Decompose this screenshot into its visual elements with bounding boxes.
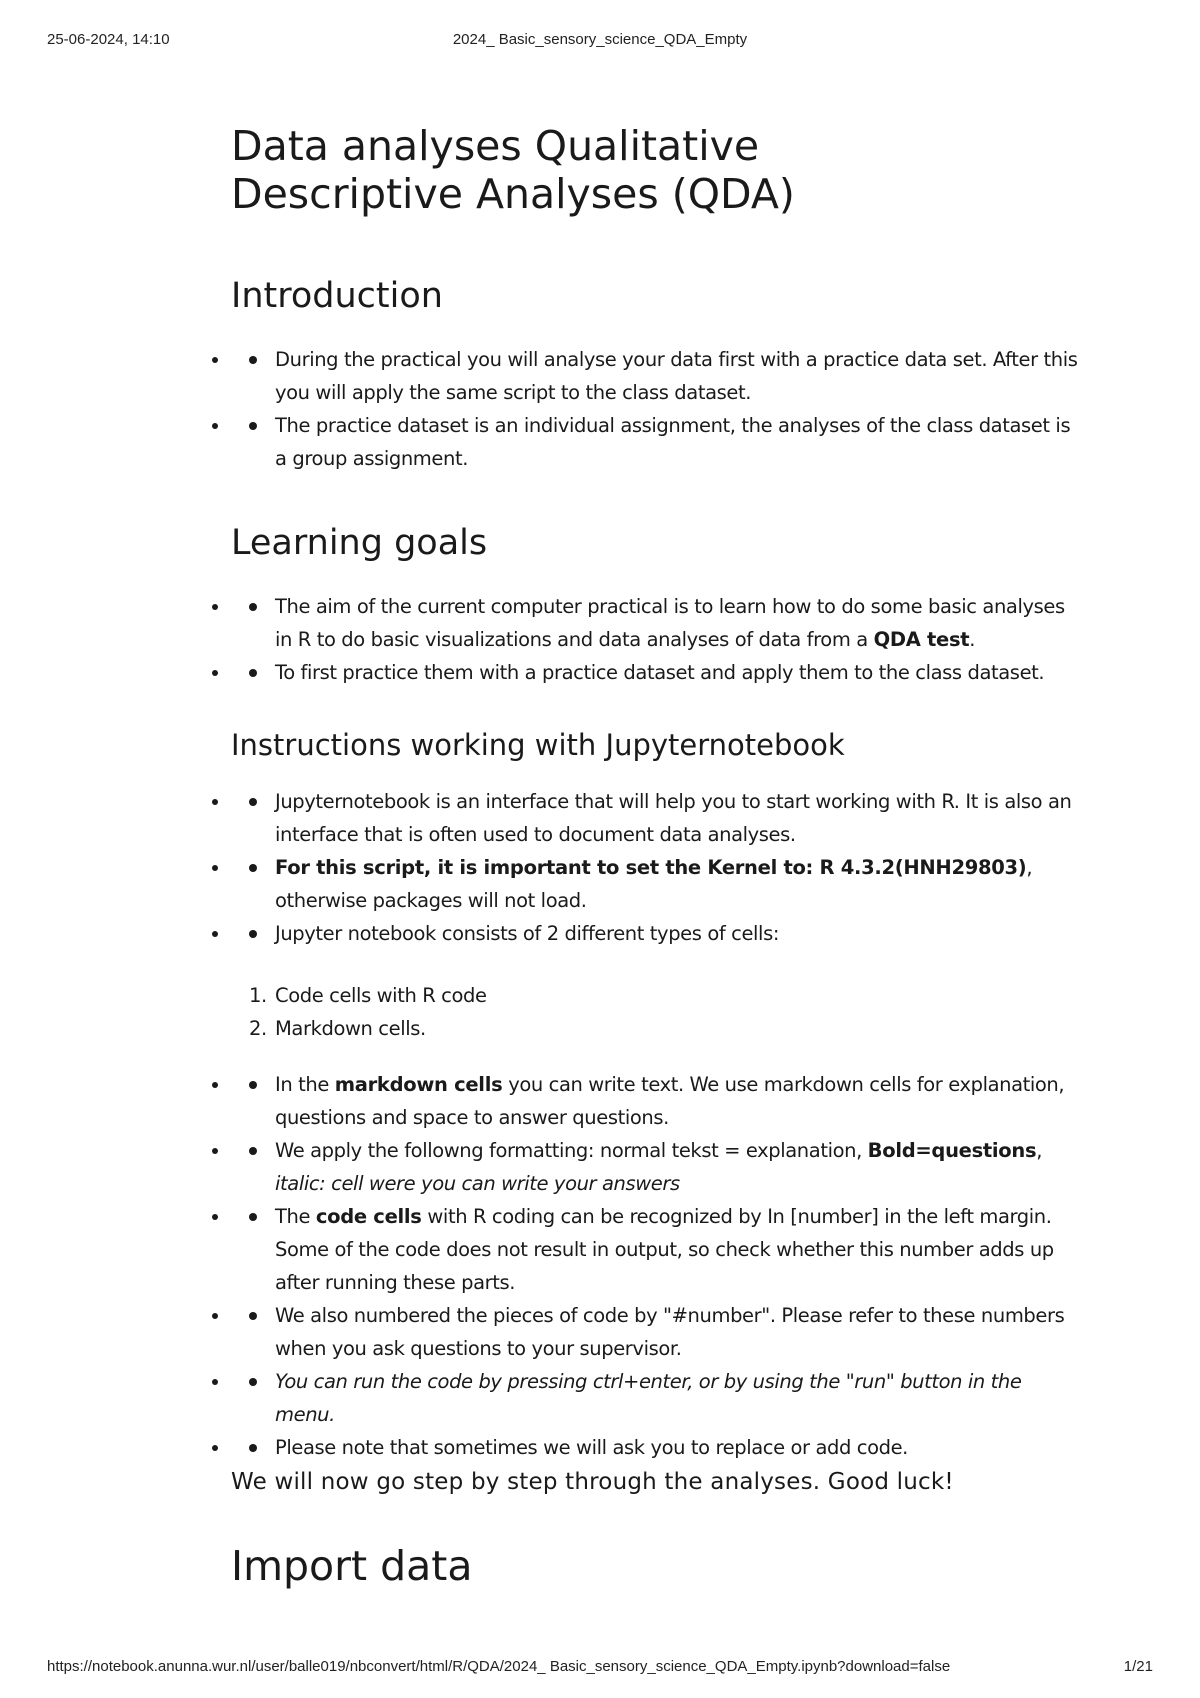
- list-item: • To first practice them with a practice dataset and apply them to the class dataset.: [231, 656, 1081, 689]
- list-item: • We also numbered the pieces of code by "#number". Please refer to these numbers when you ask questions to your supervisor.: [231, 1299, 1081, 1365]
- list-item: • You can run the code by pressing ctrl+enter, or by using the "run" button in the menu.: [231, 1365, 1081, 1431]
- list-item: • The aim of the current computer practical is to learn how to do some basic analyses in R to do basic visualizations and data analyses of data from a QDA test.: [231, 590, 1081, 656]
- learning-goals-list: [231, 590, 1081, 689]
- instructions-list: [231, 785, 1081, 950]
- list-item: • In the markdown cells you can write text. We use markdown cells for explanation, questions and space to answer questions.: [231, 1068, 1081, 1134]
- cell-types-list: [231, 979, 1081, 1045]
- list-item: 2. Markdown cells.: [249, 1017, 426, 1040]
- formatting-list: [231, 1068, 1081, 1464]
- list-item: 1. Code cells with R code: [249, 984, 487, 1007]
- closing-statement: We will now go step by step through the analyses. Good luck!: [231, 1469, 954, 1495]
- section-introduction-heading: Introduction: [231, 276, 443, 316]
- page-number: 1/21: [1123, 1658, 1153, 1675]
- list-item: • Please note that sometimes we will ask you to replace or add code.: [231, 1431, 1081, 1464]
- list-item: • For this script, it is important to set the Kernel to: R 4.3.2(HNH29803), otherwise packages will not load.: [231, 851, 1081, 917]
- introduction-list: [231, 343, 1081, 475]
- list-item: • We apply the followng formatting: normal tekst = explanation, Bold=questions, italic: cell were you can write your answers: [231, 1134, 1081, 1200]
- section-import-data-heading: Import data: [231, 1542, 473, 1590]
- list-item: • The practice dataset is an individual assignment, the analyses of the class dataset is a group assignment.: [231, 409, 1081, 475]
- section-learning-goals-heading: Learning goals: [231, 523, 488, 563]
- section-instructions-heading: Instructions working with Jupyternotebook: [231, 728, 845, 762]
- list-item: • The code cells with R coding can be recognized by In [number] in the left margin. Some of the code does not result in output, so check whether this number adds up after running these parts.: [231, 1200, 1081, 1299]
- list-item: • During the practical you will analyse your data first with a practice data set. After this you will apply the same script to the class dataset.: [231, 343, 1081, 409]
- page-title: Data analyses Qualitative Descriptive Analyses (QDA): [231, 122, 795, 218]
- print-url: https://notebook.anunna.wur.nl/user/balle019/nbconvert/html/R/QDA/2024_ Basic_sensory_science_QDA_Empty.ipynb?download=false: [47, 1658, 951, 1675]
- list-item: • Jupyternotebook is an interface that will help you to start working with R. It is also an interface that is often used to document data analyses.: [231, 785, 1081, 851]
- list-item: • Jupyter notebook consists of 2 different types of cells:: [231, 917, 1081, 950]
- print-document-title: 2024_ Basic_sensory_science_QDA_Empty: [452, 31, 748, 48]
- print-datetime: 25-06-2024, 14:10: [47, 31, 170, 48]
